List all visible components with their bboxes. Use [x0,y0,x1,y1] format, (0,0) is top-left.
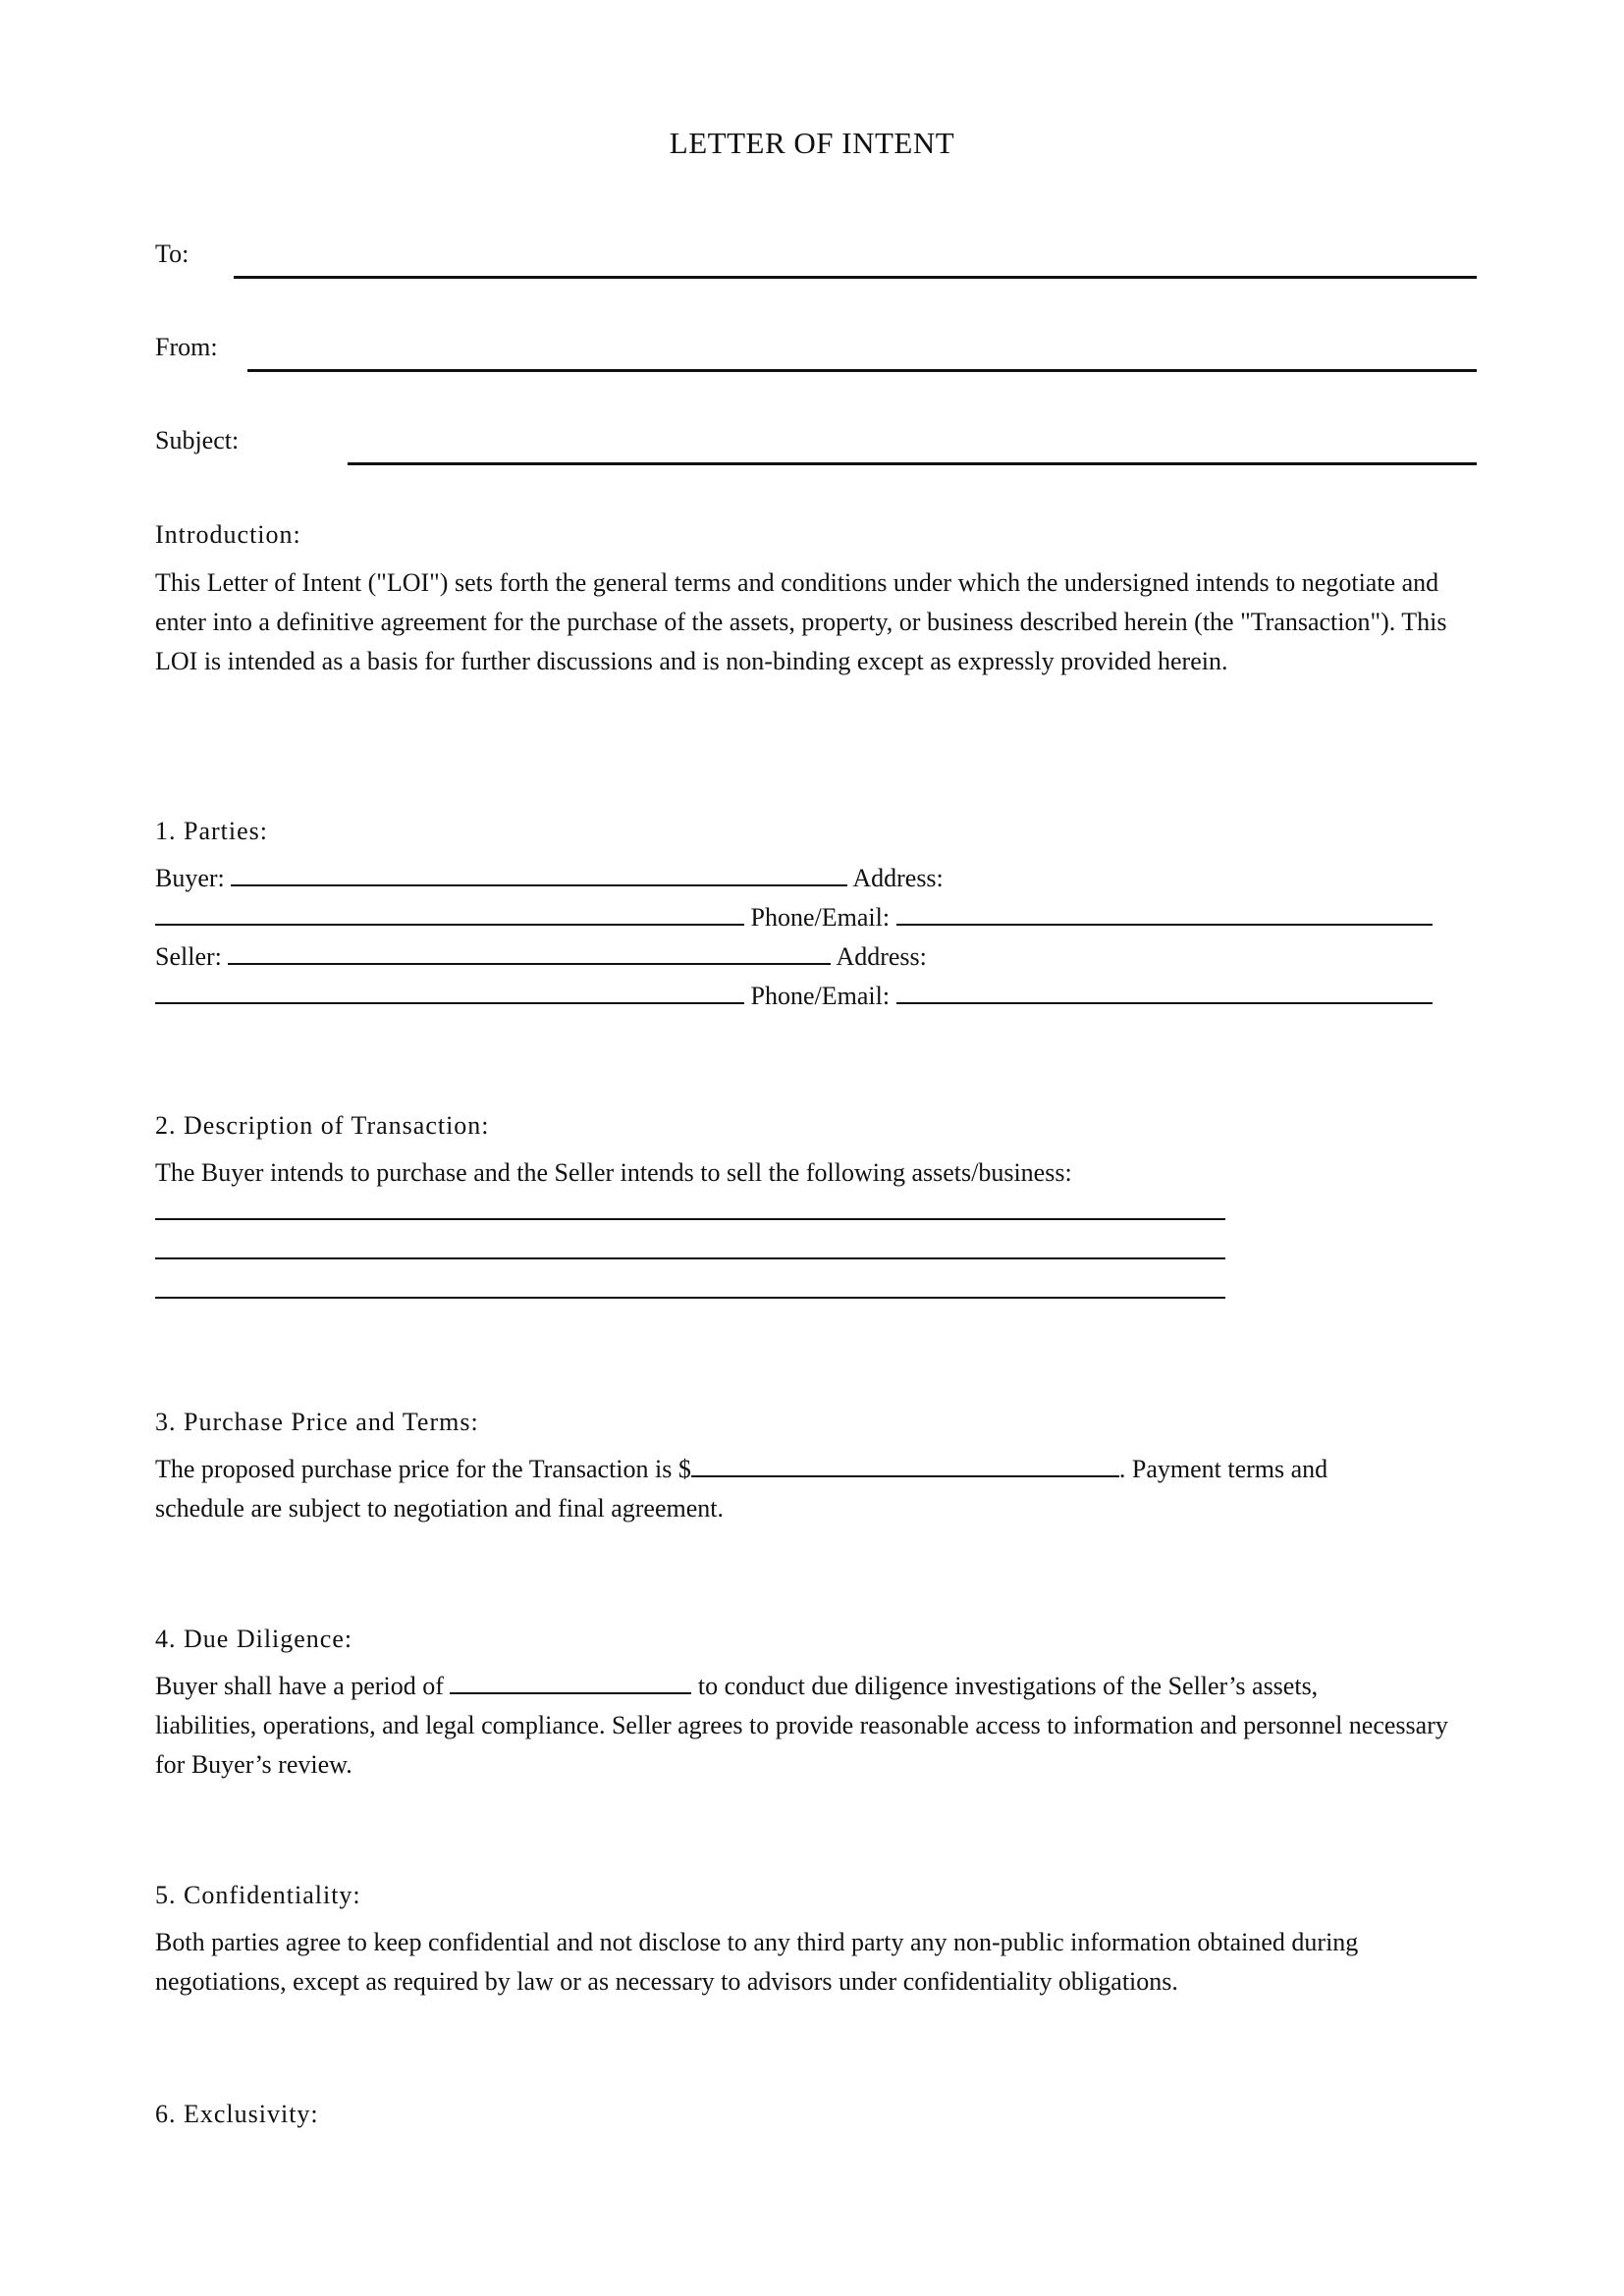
description-blank-1[interactable] [155,1195,1225,1220]
seller-address-label: Address: [836,942,927,971]
due-diligence-text-after: to conduct due diligence investigations of the Seller’s assets, [697,1672,1319,1700]
parties-heading: 1. Parties: [155,817,268,845]
purchase-price-text-before: The proposed purchase price for the Transaction is $ [155,1455,691,1483]
subject-line[interactable] [348,462,1477,465]
seller-name-blank[interactable] [228,939,831,965]
document-title: LETTER OF INTENT [669,126,955,160]
purchase-price-line-1 [155,1450,1327,1489]
buyer-phone-email-blank[interactable] [896,900,1433,926]
buyer-phone-email-label: Phone/Email: [750,903,891,932]
purchase-price-heading: 3. Purchase Price and Terms: [155,1408,479,1436]
description-heading: 2. Description of Transaction: [155,1111,490,1140]
due-diligence-text-before: Buyer shall have a period of [155,1672,444,1700]
description-blank-2[interactable] [155,1234,1225,1259]
description-blank-row [155,1271,1225,1310]
seller-phone-email-label: Phone/Email: [750,982,891,1010]
subject-label: Subject: [155,426,240,454]
seller-line [155,937,927,977]
purchase-price-text-after: . Payment terms and [1118,1455,1328,1483]
description-blank-row [155,1232,1225,1271]
seller-address-blank[interactable] [155,979,744,1004]
due-diligence-text-rest: liabilities, operations, and legal compliance. Seller agrees to provide reasonable access to information and personnel necessary for Buyer’s review. [155,1711,1448,1779]
to-label: To: [155,240,189,268]
introduction-heading: Introduction: [155,520,301,549]
from-field[interactable] [155,333,1477,372]
purchase-price-blank[interactable] [691,1452,1119,1477]
due-diligence-period-blank[interactable] [450,1669,691,1694]
exclusivity-heading: 6. Exclusivity: [155,2100,319,2128]
due-diligence-heading: 4. Due Diligence: [155,1625,353,1653]
buyer-line [155,859,944,898]
from-label: From: [155,333,218,361]
seller-label: Seller: [155,942,222,971]
buyer-name-blank[interactable] [231,861,847,886]
due-diligence-line-1 [155,1667,1318,1706]
buyer-label: Buyer: [155,864,225,892]
introduction-text: This Letter of Intent ("LOI") sets forth the general terms and conditions under which the undersigned intends to negotiate and enter into a definitive agreement for the purchase of the assets, property, or business described herein (the "Transaction"). This LOI is intended as a basis for further discussions and is non-binding except as expressly provided herein. [155,568,1447,675]
description-blank-3[interactable] [155,1273,1225,1299]
buyer-address-line [155,898,1433,937]
confidentiality-text: Both parties agree to keep confidential and not disclose to any third party any non-public information obtained during negotiations, except as required by law or as necessary to advisors under confidentiality obligations. [155,1928,1359,1996]
seller-address-line [155,977,1433,1016]
to-field[interactable] [155,240,1477,279]
confidentiality-heading: 5. Confidentiality: [155,1881,361,1909]
description-text: The Buyer intends to purchase and the Seller intends to sell the following assets/business: [155,1158,1072,1187]
to-line[interactable] [234,276,1477,279]
buyer-address-label: Address: [852,864,944,892]
description-blank-row [155,1193,1225,1232]
from-line[interactable] [247,369,1477,372]
purchase-price-line-2: schedule are subject to negotiation and final agreement. [155,1494,724,1522]
buyer-address-blank[interactable] [155,900,744,926]
subject-field[interactable] [155,426,1477,465]
seller-phone-email-blank[interactable] [896,979,1433,1004]
